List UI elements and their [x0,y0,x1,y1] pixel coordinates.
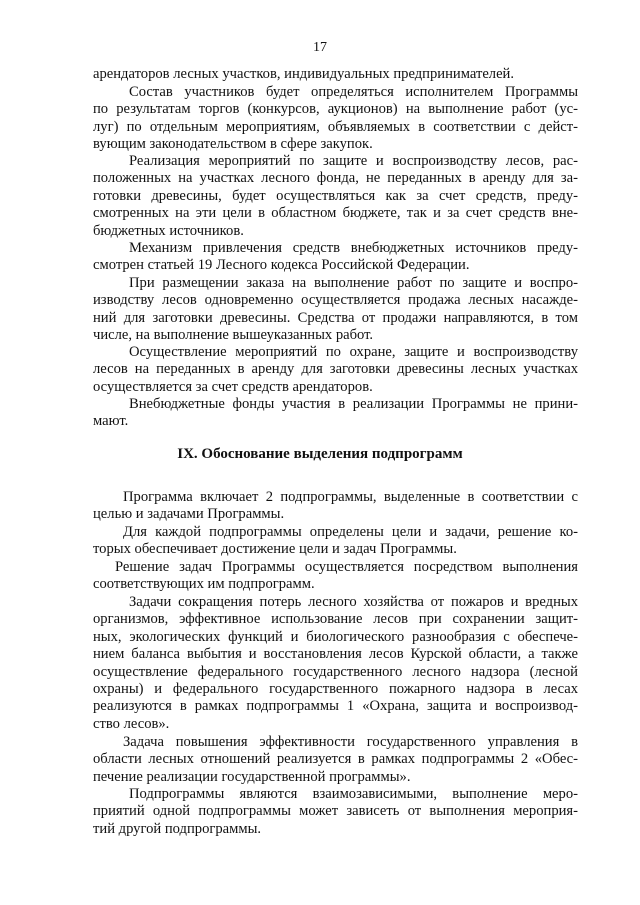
section-heading: IX. Обоснование выделения подпрограмм [177,446,463,462]
paragraph-extrabudgetary [93,396,578,431]
paragraph-participants [93,84,578,154]
text-line: Задачи сокращения потерь лесного хозяйства от пожаров и вредных [129,594,578,610]
paragraph-tenants [93,344,578,396]
text-line: При размещении заказа на выполнение работ по защите и воспро- [129,275,578,291]
text-line: ных, экологических функций и биологического разнообразия с обеспече- [93,628,578,645]
text-line: Для каждой подпрограммы определены цели и задачи, решение ко- [123,524,578,540]
text-line: бюджетных источников. [93,222,244,239]
page-number: 17 [313,40,327,55]
text-line: смотренных на эти цели в областном бюджете, так и за счет средств вне- [93,205,578,222]
text-line: осуществляется за счет средств арендаторов. [93,378,373,395]
text-line: арендаторов лесных участков, индивидуальных предпринимателей. [93,66,515,82]
text-line: изводству лесов одновременно осуществляется продажа лесных насажде- [93,292,578,309]
text-line: целью и задачами Программы. [93,506,285,523]
paragraph-interdependence [93,786,578,838]
paragraph-mechanism [93,240,578,275]
text-line: ство лесов». [93,715,170,732]
text-line: готовки древесины, будет осуществляться как за счет средств, преду- [93,187,578,204]
text-line: луг) по отдельным мероприятиям, объявляемых в соответствии с дейст- [93,118,578,135]
text-line: тий другой подпрограммы. [93,820,262,837]
text-line: смотрен статьей 19 Лесного кодекса Российской Федерации. [93,257,470,274]
text-line: организмов, эффективное использование лесов при сохранении защит- [93,611,578,628]
text-line: ний для заготовки древесины. Средства от продажи направляются, в том [93,309,578,326]
text-line: Механизм привлечения средств внебюджетных источников преду- [129,240,578,256]
paragraph-order-placement [93,275,578,345]
text-line: печение реализации государственной программы». [93,768,411,785]
text-line: Подпрограммы являются взаимозависимыми, выполнение меро- [129,786,578,802]
text-line: положенных на участках лесного фонда, не переданных в аренду для за- [93,170,578,187]
paragraph-solution [93,559,578,594]
paragraph-tasks [93,594,578,733]
text-line: по результатам торгов (конкурсов, аукционов) на выполнение работ (ус- [93,101,578,118]
text-line: вующим законодательством в сфере закупок. [93,136,373,153]
text-line: области лесных отношений реализуется в рамках подпрограммы 2 «Обес- [93,751,578,768]
paragraph-implementation [93,153,578,240]
text-line: Решение задач Программы осуществляется посредством выполнения [115,559,578,575]
text-line: приятий одной подпрограммы может зависеть от выполнения мероприя- [93,803,578,820]
text-line: соответствующих им подпрограмм. [93,576,315,593]
text-line: охраны) и федерального государственного пожарного надзора в лесах [93,681,578,698]
paragraph-subprograms [93,489,578,524]
text-line: Задача повышения эффективности государственного управления в [123,734,578,750]
text-line: мают. [93,413,129,430]
text-line: Реализация мероприятий по защите и воспроизводству лесов, рас- [129,153,578,169]
text-line: торых обеспечивает достижение цели и задач Программы. [93,541,457,558]
text-line: Состав участников будет определяться исполнителем Программы [129,84,578,100]
paragraph-efficiency [93,734,578,786]
text-line: Осуществление мероприятий по охране, защите и воспроизводству [129,344,578,360]
paragraph-goals [93,524,578,559]
text-block-1 [93,66,578,83]
text-line: лесов на переданных в аренду для заготовки древесины лесных участках [93,361,578,378]
text-line: реализуются в рамках подпрограммы 1 «Охрана, защита и воспроизвод- [93,698,578,715]
text-line: Внебюджетные фонды участия в реализации Программы не прини- [129,396,578,412]
text-line: числе, на выполнение вышеуказанных работ. [93,327,374,344]
text-line: нием баланса выбытия и восстановления лесов Курской области, а также [93,646,578,663]
text-line: Программа включает 2 подпрограммы, выделенные в соответствии с [123,489,578,505]
text-line: осуществление федерального государственного лесного надзора (лесной [93,663,578,680]
